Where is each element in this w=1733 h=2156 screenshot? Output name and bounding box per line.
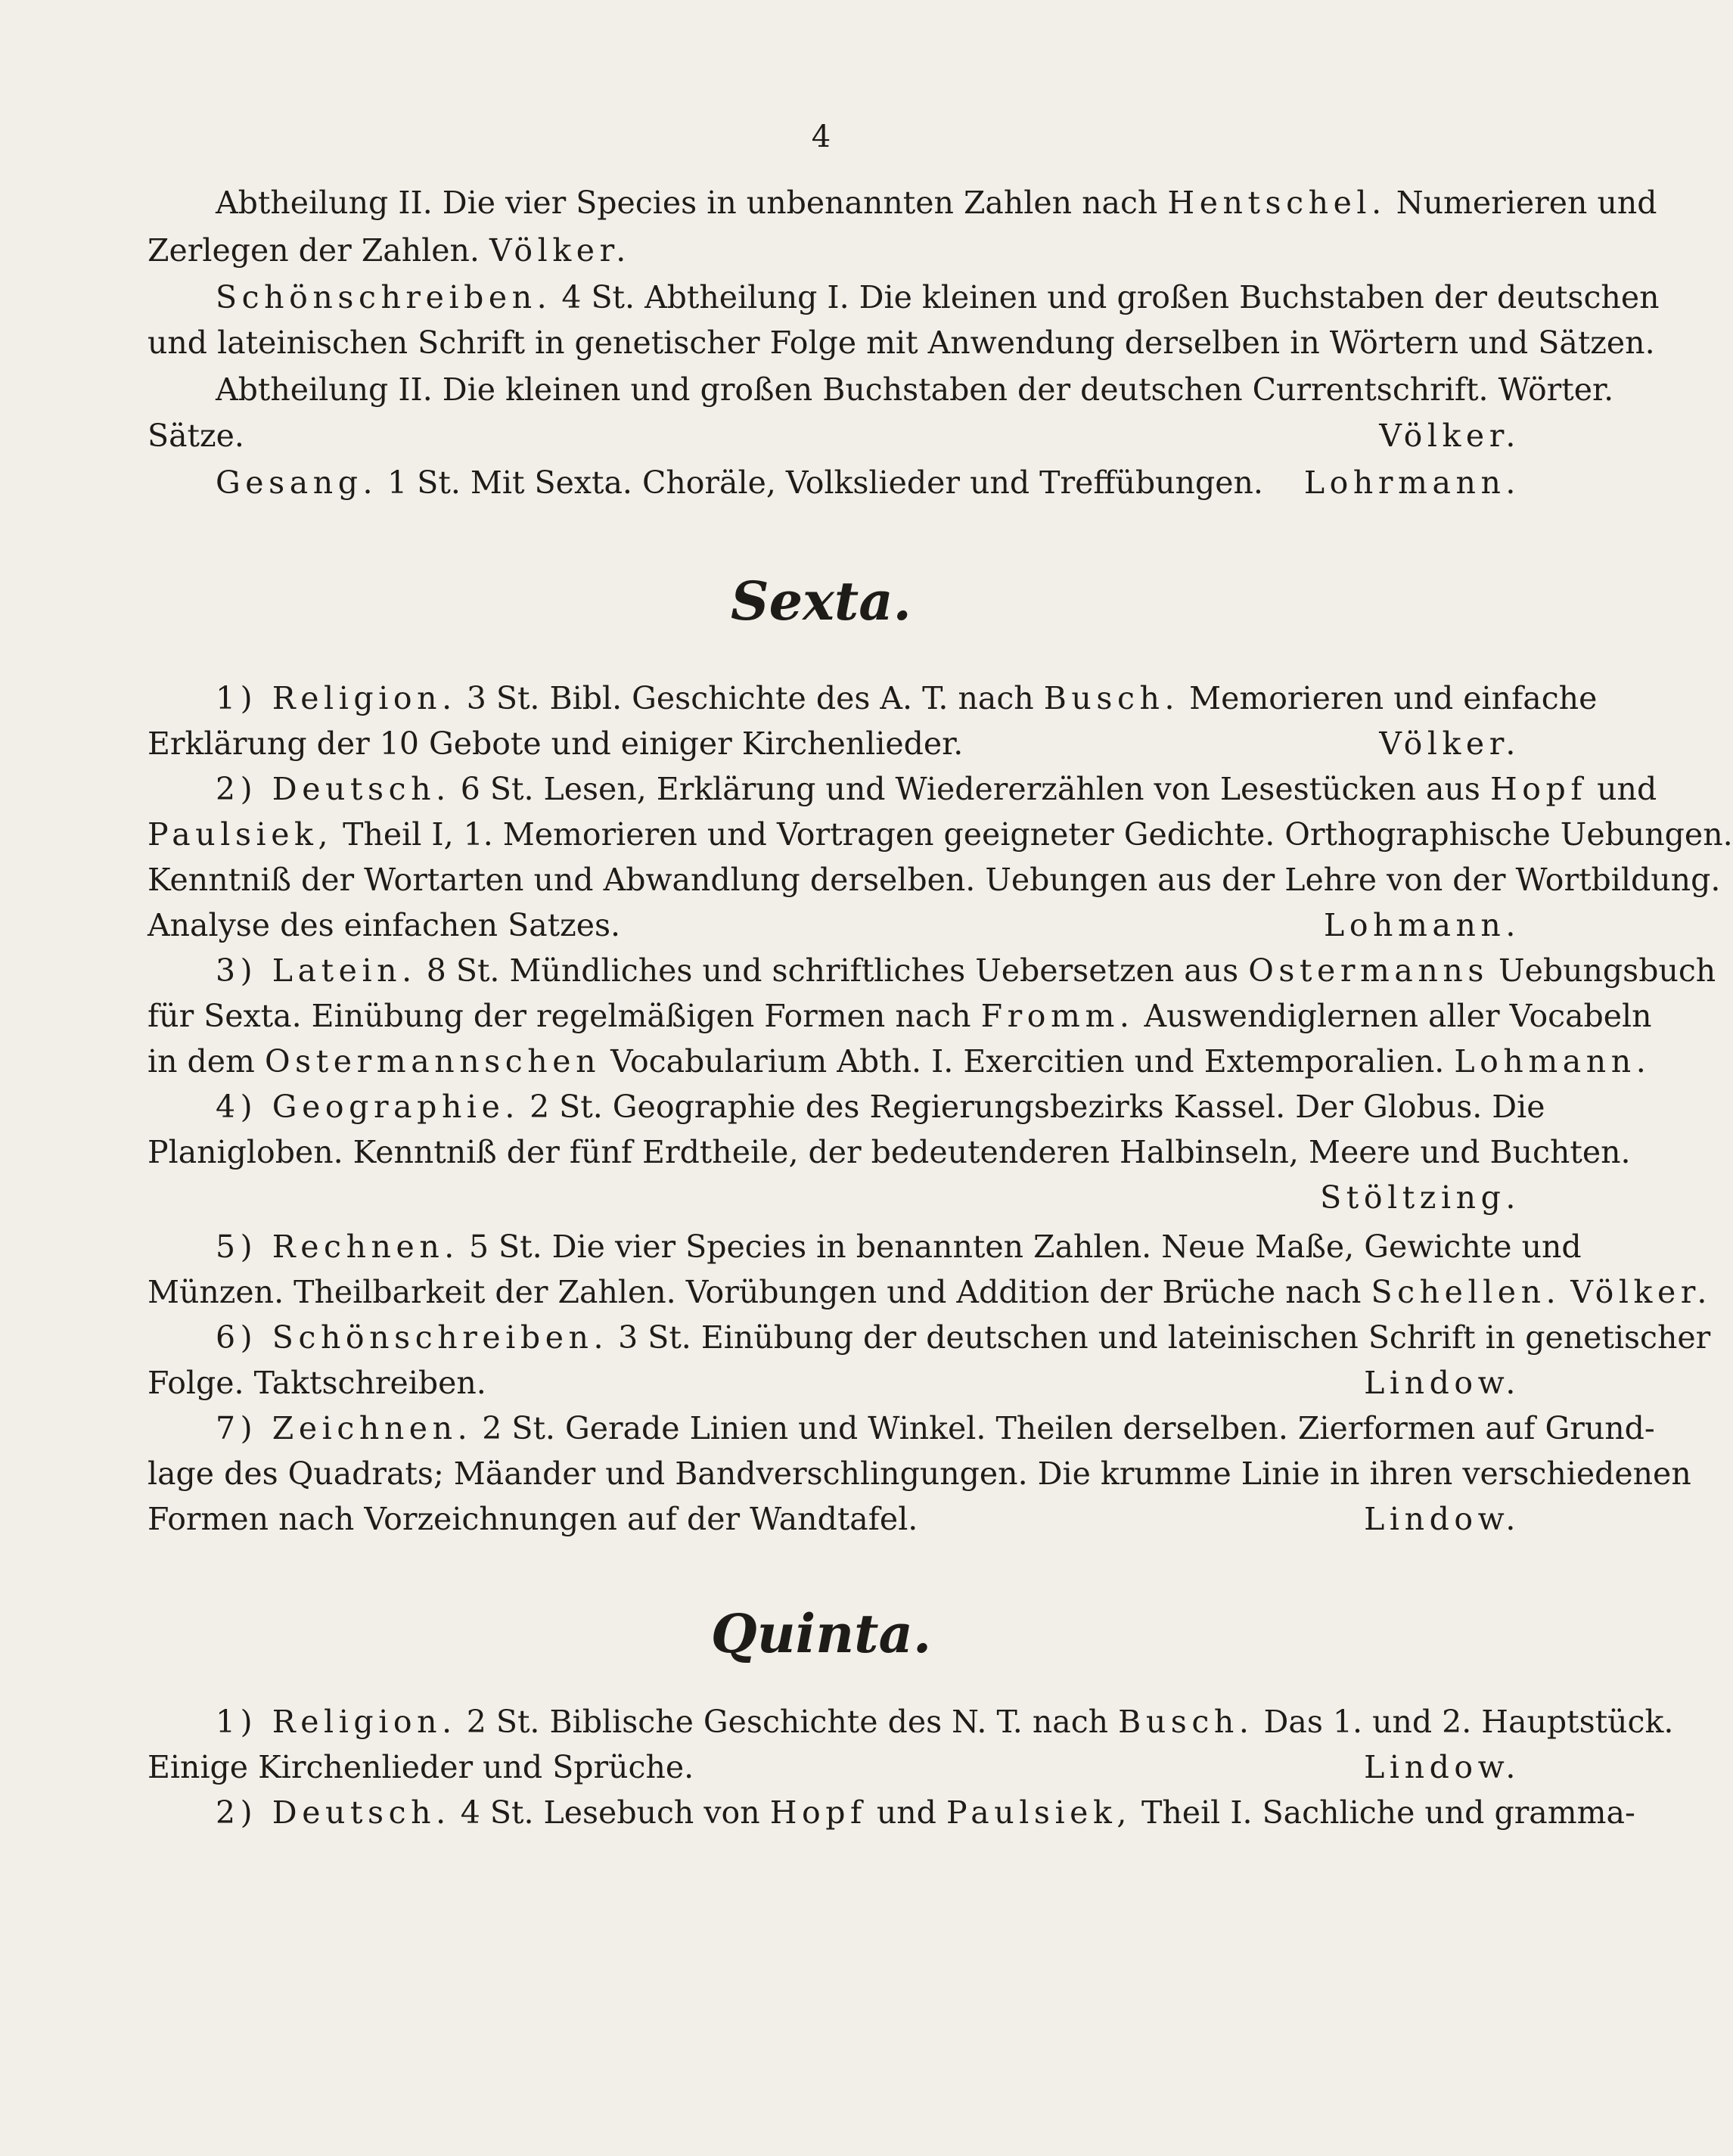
section-heading-sexta: Sexta. [731, 570, 912, 632]
text-segment: 4 St. Lesebuch von [460, 1794, 760, 1831]
author-name: Ostermanns [1248, 952, 1489, 989]
text-line [216, 1407, 1655, 1449]
text-segment: Das 1. und 2. Hauptstück. [1263, 1704, 1674, 1740]
teacher-name: Völker. [1379, 725, 1520, 762]
text-line [216, 1086, 1545, 1128]
text-line [216, 1701, 1674, 1743]
text-line [216, 461, 1520, 504]
text-line: Planigloben. Kenntniß der fünf Erdtheile, der bedeutenderen Halbinseln, Meere und Buchten. [148, 1134, 1631, 1170]
teacher-name: Völker. [489, 232, 631, 269]
subject-label: 5) Rechnen. [216, 1229, 459, 1265]
text-segment: 2 St. Gerade Linien und Winkel. Theilen derselben. Zierformen auf Grund- [482, 1410, 1655, 1446]
teacher-name: Lohrmann. [1303, 464, 1520, 501]
text-segment: Auswendiglernen aller Vocabeln [1144, 998, 1652, 1034]
subject-label: 1) Religion. [216, 680, 457, 716]
subject-label: 1) Religion. [216, 1704, 457, 1740]
text-segment: Numerieren und [1396, 185, 1657, 221]
text-segment: 2 St. Geographie des Regierungsbezirks Kassel. Der Globus. Die [530, 1089, 1545, 1125]
text-segment: Formen nach Vorzeichnungen auf der Wandtafel. [148, 1501, 918, 1537]
text-segment: Folge. Taktschreiben. [148, 1365, 486, 1401]
author-name: Busch. [1043, 680, 1180, 716]
text-segment: Einige Kirchenlieder und Sprüche. [148, 1749, 694, 1785]
text-segment: 3 St. Einübung der deutschen und lateinischen Schrift in genetischer [618, 1319, 1711, 1356]
text-line [148, 229, 1520, 272]
subject-label: 2) Deutsch. [216, 1794, 451, 1831]
author-name: Fromm. [980, 998, 1135, 1034]
text-line [148, 813, 1733, 856]
text-segment: 8 St. Mündliches und schriftliches Uebersetzen aus [426, 952, 1239, 989]
subject-label: 6) Schönschreiben. [216, 1319, 609, 1356]
teacher-name: Lindow. [1364, 1749, 1520, 1785]
text-segment: Theil I, 1. Memorieren und Vortragen geeigneter Gedichte. Orthographische Uebungen. [343, 816, 1733, 853]
text-segment: Zerlegen der Zahlen. [148, 232, 480, 269]
text-segment: und [1597, 771, 1657, 807]
text-segment: für Sexta. Einübung der regelmäßigen Formen nach [148, 998, 971, 1034]
teacher-name: Lindow. [1364, 1365, 1520, 1401]
text-line: Abtheilung II. Die kleinen und großen Buchstaben der deutschen Currentschrift. Wörter. [216, 371, 1614, 408]
text-segment: Vocabularium Abth. I. Exercitien und Extemporalien. [610, 1043, 1445, 1080]
text-line [216, 1791, 1635, 1834]
text-line: lage des Quadrats; Mäander und Bandverschlingungen. Die krumme Linie in ihren verschiedenen [148, 1455, 1691, 1492]
text-segment: 2 St. Biblische Geschichte des N. T. nach [466, 1704, 1109, 1740]
author-name: Hopf [769, 1794, 867, 1831]
teacher-name: Völker. [1570, 1274, 1713, 1310]
text-line [216, 1316, 1711, 1359]
text-segment: 6 St. Lesen, Erklärung und Wiedererzählen von Lesestücken aus [460, 771, 1480, 807]
subject-label: 3) Latein. [216, 952, 417, 989]
text-line [216, 768, 1657, 810]
text-line: und lateinischen Schrift in genetischer Folge mit Anwendung derselben in Wörtern und Sätzen. [148, 325, 1655, 361]
text-line [216, 677, 1598, 719]
text-line [216, 182, 1657, 224]
author-name: Busch. [1118, 1704, 1254, 1740]
text-line [148, 995, 1652, 1037]
text-line [148, 415, 1520, 457]
author-name: Paulsiek, [946, 1794, 1132, 1831]
subject-label: Gesang. [216, 464, 378, 501]
teacher-name: Hentschel. [1167, 185, 1387, 221]
subject-label: 2) Deutsch. [216, 771, 451, 807]
author-name: Ostermannschen [265, 1043, 601, 1080]
author-name: Hopf [1489, 771, 1588, 807]
text-line [148, 1498, 1520, 1540]
subject-label: Schönschreiben. [216, 279, 552, 315]
subject-label: 4) Geographie. [216, 1089, 520, 1125]
text-segment: 4 St. Abtheilung I. Die kleinen und großen Buchstaben der deutschen [561, 279, 1660, 315]
teacher-name: Lohmann. [1324, 907, 1520, 943]
author-name: Paulsiek, [148, 816, 334, 853]
text-segment: Analyse des einfachen Satzes. [148, 907, 621, 943]
subject-label: 7) Zeichnen. [216, 1410, 473, 1446]
text-line [148, 904, 1520, 946]
text-segment: 1 St. Mit Sexta. Choräle, Volkslieder und Treffübungen. [387, 464, 1263, 501]
text-segment: Abtheilung II. Die vier Species in unbenannten Zahlen nach [216, 185, 1158, 221]
teacher-name: Lindow. [1364, 1501, 1520, 1537]
text-line [148, 1746, 1520, 1788]
text-line [148, 1362, 1520, 1404]
text-line [148, 1271, 1713, 1313]
text-line [148, 1040, 1651, 1083]
text-segment: Erklärung der 10 Gebote und einiger Kirchenlieder. [148, 725, 964, 762]
text-segment: 3 St. Bibl. Geschichte des A. T. nach [466, 680, 1034, 716]
text-line [216, 1226, 1582, 1268]
section-heading-quinta: Quinta. [710, 1602, 932, 1665]
text-line: Kenntniß der Wortarten und Abwandlung derselben. Uebungen aus der Lehre von der Wortbildung. [148, 862, 1721, 898]
text-line [148, 1176, 1520, 1219]
text-line [216, 949, 1716, 992]
page-number: 4 [811, 120, 831, 154]
text-segment: Sätze. [148, 418, 244, 454]
text-segment: und [876, 1794, 936, 1831]
text-segment: Theil I. Sachliche und gramma- [1141, 1794, 1635, 1831]
text-segment: Uebungsbuch [1499, 952, 1716, 989]
text-line [148, 722, 1520, 765]
author-name: Schellen. [1371, 1274, 1561, 1310]
text-segment: Münzen. Theilbarkeit der Zahlen. Vorübungen und Addition der Brüche nach [148, 1274, 1362, 1310]
teacher-name: Lohmann. [1454, 1043, 1651, 1080]
text-segment: 5 St. Die vier Species in benannten Zahlen. Neue Maße, Gewichte und [468, 1229, 1582, 1265]
teacher-name: Völker. [1379, 418, 1520, 454]
text-segment: Memorieren und einfache [1189, 680, 1598, 716]
text-line [216, 276, 1660, 318]
text-segment: in dem [148, 1043, 255, 1080]
teacher-name: Stöltzing. [1320, 1179, 1520, 1216]
